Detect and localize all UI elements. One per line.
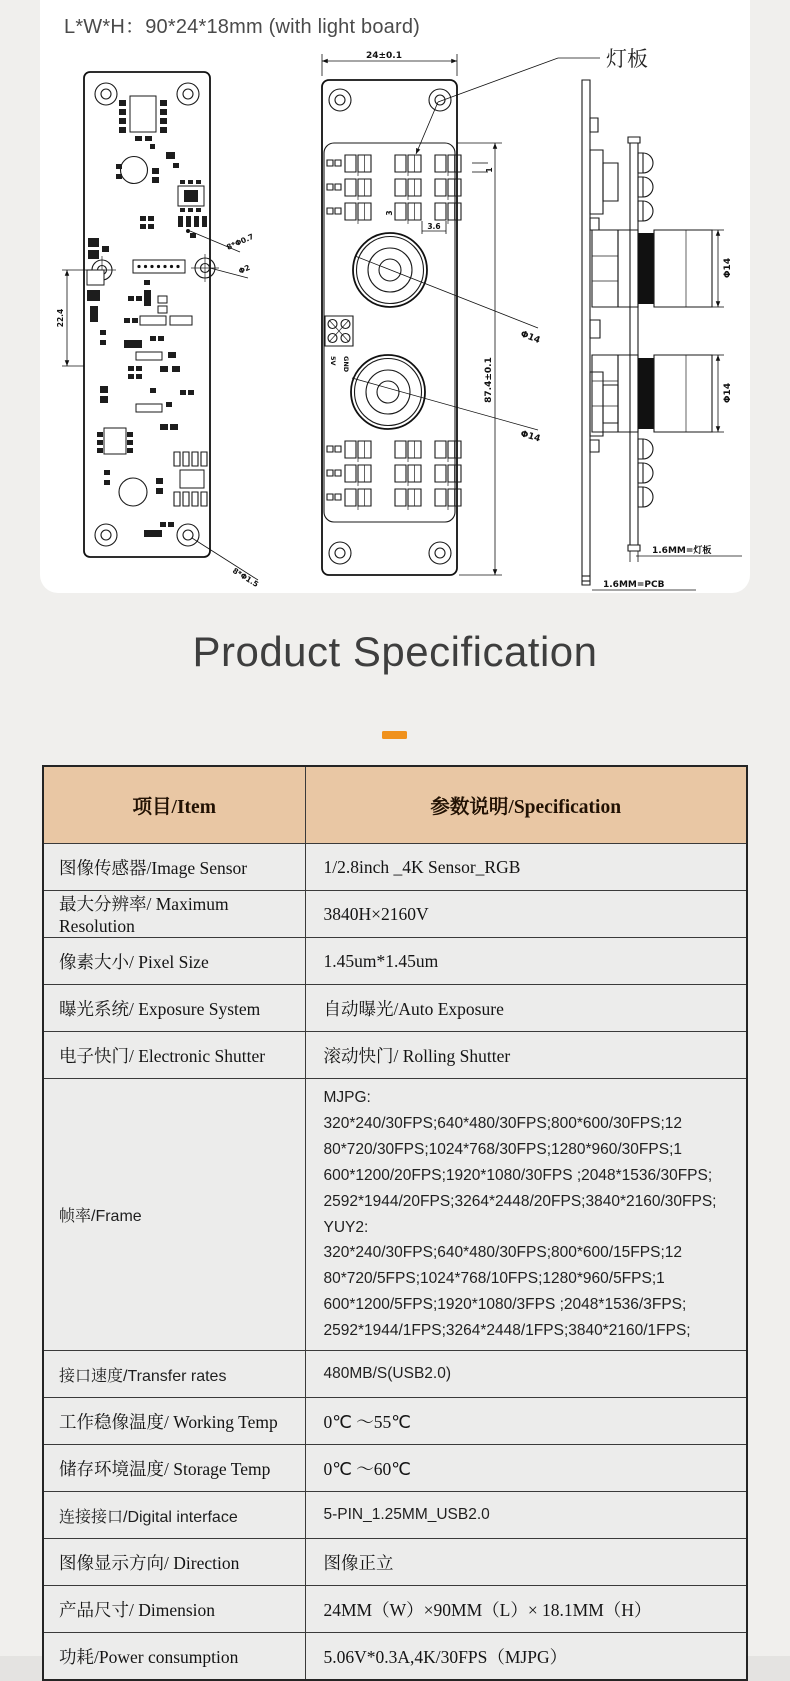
drawing-panel <box>40 0 750 593</box>
light-board-thickness: 1.6MM=灯板 <box>652 546 712 556</box>
dim-mount-holes: 8*Φ1.5 <box>230 566 261 589</box>
spec-item-label: 图像传感器/Image Sensor <box>43 844 305 891</box>
spec-item-label: 最大分辨率/ Maximum Resolution <box>43 891 305 938</box>
spec-item-label: 储存环境温度/ Storage Temp <box>43 1445 305 1492</box>
spec-item-label: 连接接口/Digital interface <box>43 1492 305 1539</box>
spec-value-line: 600*1200/20FPS;1920*1080/30FPS ;2048*1536/30FPS; <box>323 1166 713 1184</box>
dim-lens1-dia: Φ14 <box>518 329 542 347</box>
spec-value-line: 2592*1944/1FPS;3264*2448/1FPS;3840*2160/1FPS; <box>323 1322 691 1340</box>
spec-value: 5-PIN_1.25MM_USB2.0 <box>305 1492 747 1539</box>
table-row <box>43 1539 747 1586</box>
spec-item-label: 功耗/Power consumption <box>43 1633 305 1681</box>
spec-table-body <box>43 844 747 1681</box>
table-row <box>43 985 747 1032</box>
pcb-thickness: 1.6MM=PCB <box>603 580 665 590</box>
spec-value: 1/2.8inch _4K Sensor_RGB <box>305 844 747 891</box>
table-header-row <box>43 766 747 844</box>
spec-value-line: 320*240/30FPS;640*480/30FPS;800*600/30FPS;12 <box>323 1114 682 1132</box>
spec-value: 0℃ ～55℃ <box>305 1398 747 1445</box>
spec-value-line: YUY2: <box>323 1218 369 1236</box>
front-view <box>322 47 648 575</box>
spec-value-line: 80*720/30FPS;1024*768/30FPS;1280*960/30FPS;1 <box>323 1140 682 1158</box>
table-row <box>43 1079 747 1351</box>
spec-item-label: 曝光系统/ Exposure System <box>43 985 305 1032</box>
spec-value-line: MJPG: <box>323 1089 371 1106</box>
spec-item-label: 像素大小/ Pixel Size <box>43 938 305 985</box>
page-title: Product Specification <box>192 628 598 675</box>
dim-width: 24±0.1 <box>365 51 403 61</box>
side-view <box>582 80 742 590</box>
spec-value-line: 600*1200/5FPS;1920*1080/3FPS ;2048*1536/3FPS; <box>323 1296 687 1314</box>
pin-gnd-label: GND <box>342 356 350 373</box>
table-row <box>43 891 747 938</box>
dim-led-pitch: 1 <box>485 167 494 173</box>
spec-value: 自动曝光/Auto Exposure <box>305 985 747 1032</box>
spec-item-label: 电子快门/ Electronic Shutter <box>43 1032 305 1079</box>
spec-value-line: 2592*1944/20FPS;3264*2448/20FPS;3840*2160/30FPS; <box>323 1192 717 1210</box>
spec-value: 1.45um*1.45um <box>305 938 747 985</box>
spec-value-line: 320*240/30FPS;640*480/30FPS;800*600/15FPS;12 <box>323 1244 682 1262</box>
spec-value: 图像正立 <box>305 1539 747 1586</box>
table-row <box>43 1586 747 1633</box>
accent-dash <box>382 731 407 739</box>
table-row <box>43 1351 747 1398</box>
header-item: 项目/Item <box>43 766 305 844</box>
dim-led-height: 3 <box>385 210 394 216</box>
dim-small-holes: 8*Φ0.7 <box>225 231 256 252</box>
dim-hole-pitch: 22.4 <box>56 308 65 328</box>
dim-side-lens2: Φ14 <box>723 382 733 404</box>
spec-value: 3840H×2160V <box>305 891 747 938</box>
dim-led-width: 3.6 <box>427 222 441 231</box>
back-view <box>56 72 260 589</box>
spec-value <box>305 1079 747 1351</box>
dim-hole-dia: Φ2 <box>237 262 252 276</box>
dim-side-lens1: Φ14 <box>723 257 733 279</box>
spec-item-label: 产品尺寸/ Dimension <box>43 1586 305 1633</box>
spec-item-label: 图像显示方向/ Direction <box>43 1539 305 1586</box>
spec-item-label: 帧率/Frame <box>43 1079 305 1351</box>
pin-5v-label: 5V <box>329 356 337 366</box>
spec-value-line: 80*720/5FPS;1024*768/10FPS;1280*960/5FPS;1 <box>323 1270 665 1288</box>
table-row <box>43 1445 747 1492</box>
spec-value: 滚动快门/ Rolling Shutter <box>305 1032 747 1079</box>
spec-item-label: 接口速度/Transfer rates <box>43 1351 305 1398</box>
spec-value: 5.06V*0.3A,4K/30FPS（MJPG） <box>305 1633 747 1681</box>
table-row <box>43 1633 747 1681</box>
table-row <box>43 1398 747 1445</box>
spec-table <box>42 765 748 1681</box>
spec-value: 480MB/S(USB2.0) <box>305 1351 747 1398</box>
dim-lens2-dia: Φ14 <box>519 429 542 445</box>
table-row <box>43 844 747 891</box>
size-note: L*W*H：90*24*18mm (with light board) <box>64 16 421 38</box>
dim-height: 87.4±0.1 <box>484 357 494 403</box>
header-spec: 参数说明/Specification <box>305 766 747 844</box>
spec-value: 0℃ ～60℃ <box>305 1445 747 1492</box>
spec-item-label: 工作稳像温度/ Working Temp <box>43 1398 305 1445</box>
technical-drawing <box>40 0 750 593</box>
table-row <box>43 1032 747 1079</box>
table-row <box>43 1492 747 1539</box>
spec-value: 24MM（W）×90MM（L）× 18.1MM（H） <box>305 1586 747 1633</box>
table-row <box>43 938 747 985</box>
light-board-label: 灯板 <box>606 47 648 71</box>
